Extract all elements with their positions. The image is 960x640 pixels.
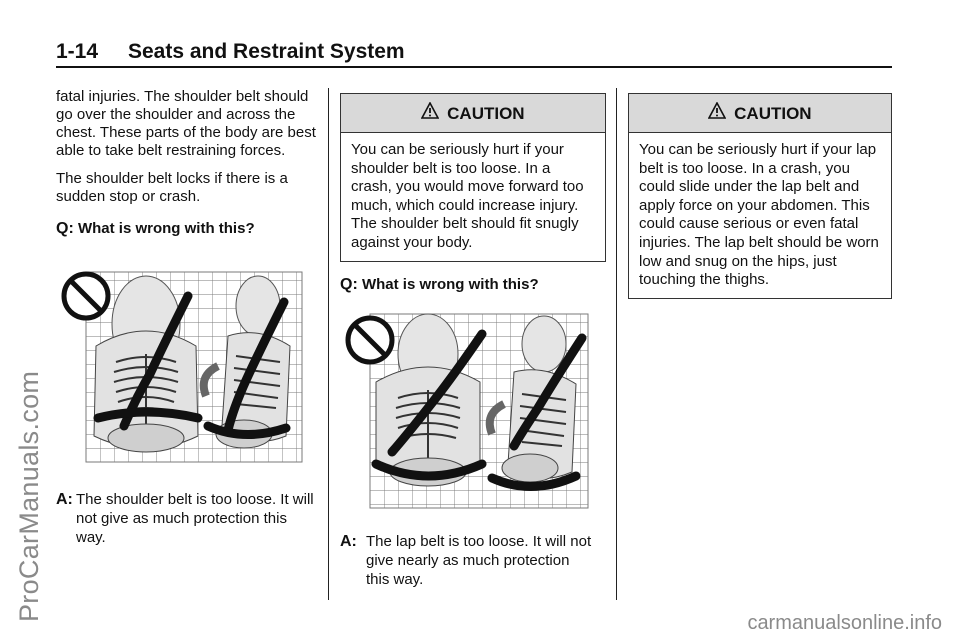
header-rule xyxy=(56,66,892,68)
answer-text: The shoulder belt is too loose. It will not give as much protection this way. xyxy=(76,491,314,546)
caution-text: You can be seriously hurt if your shoulder belt is too loose. In a crash, you would move forward too much, which could increase injury. The shoulder belt should fit snugly against your body. xyxy=(351,141,584,251)
question-2 xyxy=(340,276,604,294)
caution-header xyxy=(629,94,891,133)
paragraph-belt-placement: fatal injuries. The shoulder belt should go over the shoulder and across the chest. These parts of the body are best able to take belt restraining forces. xyxy=(56,88,316,159)
question-text: What is wrong with this? xyxy=(77,220,255,237)
prohibited-circle-icon xyxy=(64,274,108,318)
column-divider-1 xyxy=(328,88,329,600)
question-1 xyxy=(56,220,320,238)
bottom-watermark: carmanualsonline.info xyxy=(747,612,942,634)
answer-label: A: xyxy=(56,491,73,508)
question-label: Q: xyxy=(56,220,74,237)
page-number: 1-14 xyxy=(56,40,99,63)
caution-text: You can be seriously hurt if your lap belt is too loose. In a crash, you could slide under the lap belt and apply force on your abdomen. This could cause serious or even fatal injuries. The lap belt should be worn low and snug on the hips, just touching the thighs. xyxy=(639,141,879,289)
illustration-loose-lap-belt xyxy=(342,308,592,512)
page-header xyxy=(56,40,892,70)
question-text: What is wrong with this? xyxy=(361,276,539,293)
paragraph-belt-locks: The shoulder belt locks if there is a sudden stop or crash. xyxy=(56,170,288,205)
caution-title: CAUTION xyxy=(447,104,525,123)
answer-label: A: xyxy=(340,533,357,550)
caution-title: CAUTION xyxy=(734,104,812,123)
question-label: Q: xyxy=(340,276,358,293)
illustration-loose-shoulder-belt xyxy=(58,266,308,466)
caution-header xyxy=(341,94,605,133)
warning-triangle-icon xyxy=(708,102,726,120)
caution-box-lap-belt xyxy=(628,93,892,299)
column-1 xyxy=(56,88,320,238)
warning-triangle-icon xyxy=(421,102,439,120)
column-divider-2 xyxy=(616,88,617,600)
side-watermark: ProCarManuals.com xyxy=(14,370,44,622)
caution-box-shoulder-belt xyxy=(340,93,606,262)
section-title: Seats and Restraint System xyxy=(128,40,405,63)
answer-text: The lap belt is too loose. It will not give nearly as much protection this way. xyxy=(366,533,592,588)
prohibited-circle-icon xyxy=(348,318,392,362)
